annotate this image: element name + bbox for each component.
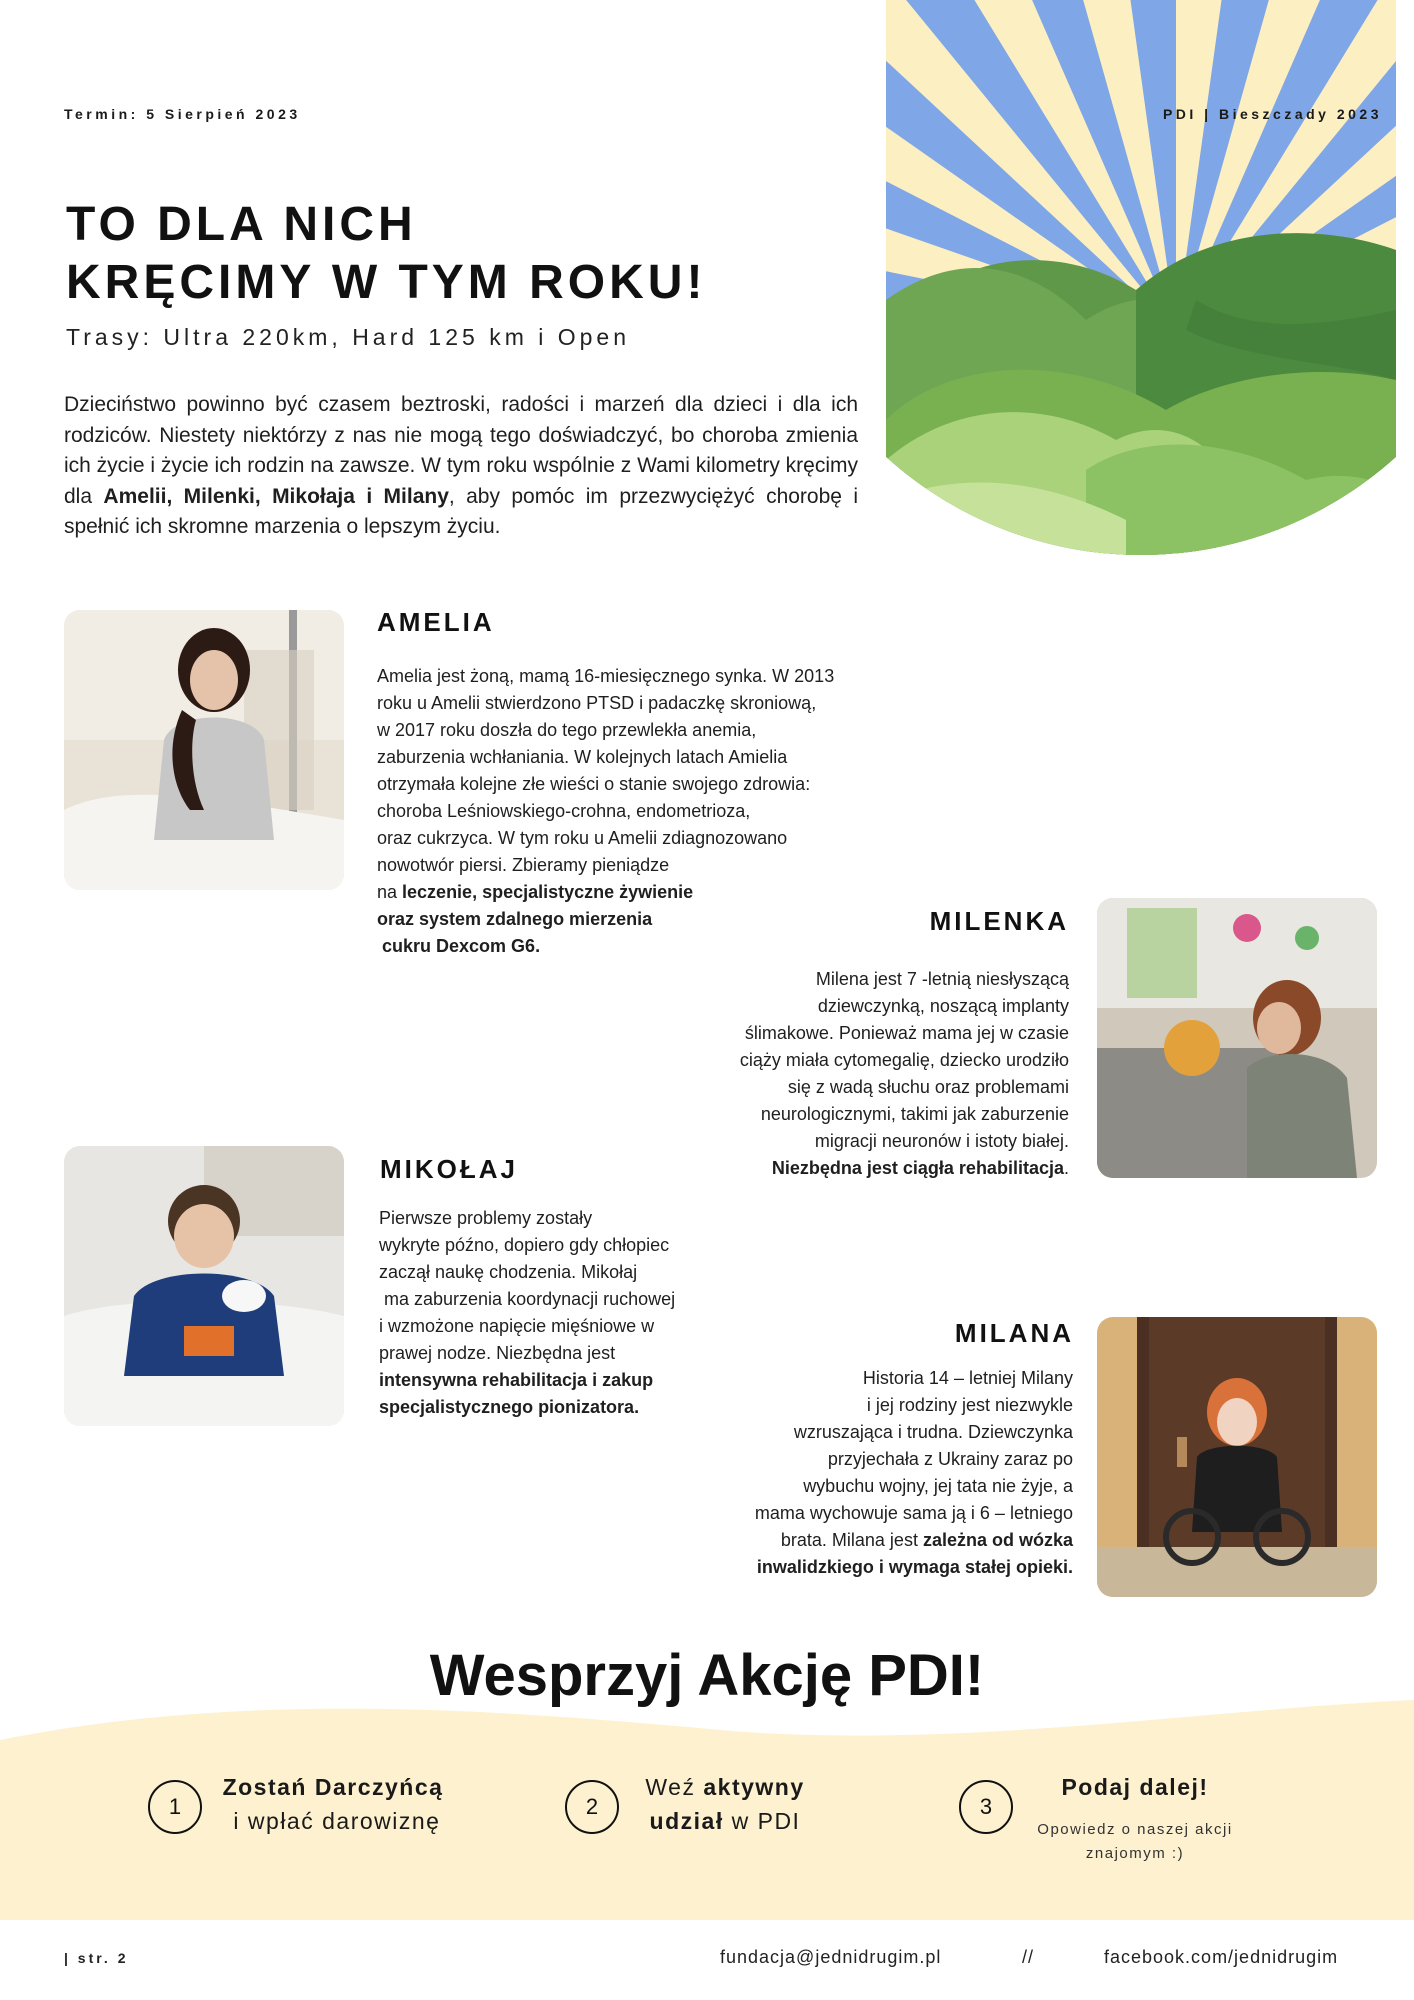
amelia-line: zaburzenia wchłaniania. W kolejnych latach Amielia <box>377 747 788 767</box>
milenka-line: Milena jest 7 -letnią niesłyszącą <box>815 969 1069 989</box>
amelia-line: choroba Leśniowskiego-crohna, endometrioza, <box>377 801 751 821</box>
step-1-title: Zostań Darczyńcą <box>222 1774 444 1800</box>
milana-line: wzruszająca i trudna. Dziewczynka <box>793 1422 1073 1442</box>
amelia-bold: cukru Dexcom G6. <box>377 936 541 956</box>
routes-subtitle: Trasy: Ultra 220km, Hard 125 km i Open <box>66 324 631 350</box>
milana-description <box>613 1365 1073 1581</box>
mikolaj-line: Pierwsze problemy zostały <box>379 1208 593 1228</box>
amelia-photo <box>64 610 344 890</box>
step-3-bold: Podaj dalej! <box>1061 1774 1209 1800</box>
step-3-number: 3 <box>959 1780 1013 1834</box>
step-3-sub-line: Opowiedz o naszej akcji <box>1037 1821 1233 1838</box>
milana-photo <box>1097 1317 1377 1597</box>
milenka-line <box>609 1155 1069 1182</box>
milana-line: mama wychowuje sama ją i 6 – letniego <box>754 1503 1073 1523</box>
milenka-bold: Niezbędna jest ciągła rehabilitacja <box>771 1158 1064 1178</box>
milana-line <box>613 1527 1073 1554</box>
step-1-subtitle: i wpłać darowiznę <box>225 1808 441 1834</box>
milenka-line: neurologicznymi, takimi jak zaburzenie <box>760 1104 1069 1124</box>
footer-email-link[interactable]: fundacja@jednidrugim.pl <box>720 1947 942 1967</box>
footer-separator: // <box>1022 1947 1035 1967</box>
title-line-2: KRĘCIMY W TYM ROKU! <box>66 256 707 309</box>
milenka-line: migracji neuronów i istoty białej. <box>814 1131 1069 1151</box>
amelia-line <box>377 933 847 960</box>
mikolaj-line: i wzmożone napięcie mięśniowe w <box>379 1316 655 1336</box>
step-3-title[interactable] <box>1015 1770 1255 1804</box>
step-2-text[interactable] <box>620 1770 830 1838</box>
milenka-name: MILENKA <box>929 906 1069 936</box>
step-2-pre: Weź <box>645 1774 704 1800</box>
milana-line: wybuchu wojny, jej tata nie żyje, a <box>803 1476 1073 1496</box>
step-2-bold2: udział <box>649 1808 724 1834</box>
amelia-bold: leczenie, specjalistyczne żywienie <box>402 882 694 902</box>
step-3-subtitle <box>1015 1818 1255 1866</box>
support-heading: Wesprzyj Akcję PDI! <box>429 1643 985 1708</box>
step-3-sub-line: znajomym :) <box>1085 1845 1185 1862</box>
step-2-bold: aktywny <box>703 1774 805 1800</box>
milana-line: Historia 14 – letniej Milany <box>862 1368 1073 1388</box>
amelia-line: roku u Amelii stwierdzono PTSD i padaczkę skroniową, <box>377 693 817 713</box>
page-title <box>66 196 706 312</box>
amelia-lead: na <box>377 882 403 902</box>
mikolaj-bold: intensywna rehabilitacja i zakup <box>379 1370 654 1390</box>
sun-hills-illustration <box>886 0 1396 560</box>
brand-label: PDI | Bieszczady 2023 <box>1162 106 1382 122</box>
milenka-line: ślimakowe. Ponieważ mama jej w czasie <box>744 1023 1069 1043</box>
amelia-description <box>377 663 847 960</box>
amelia-line: Amelia jest żoną, mamą 16-miesięcznego synka. W 2013 <box>377 666 835 686</box>
milana-bold: inwalidzkiego i wymaga stałej opieki. <box>756 1557 1073 1577</box>
intro-text-2: , aby pomóc im przezwyciężyć chorobę i spełnić ich skromne marzenia o lepszym życiu. <box>64 484 859 538</box>
amelia-line <box>377 906 847 933</box>
milana-bold: zależna od wózka <box>922 1530 1073 1550</box>
milenka-line: dziewczynką, noszącą implanty <box>817 996 1069 1016</box>
milenka-tail: . <box>1063 1158 1069 1178</box>
amelia-line <box>377 879 847 906</box>
step-1-text[interactable] <box>198 1770 468 1838</box>
milenka-line: się z wadą słuchu oraz problemami <box>787 1077 1069 1097</box>
step-2-post: w PDI <box>723 1808 801 1834</box>
amelia-line: nowotwór piersi. Zbieramy pieniądze <box>377 855 670 875</box>
mikolaj-line: prawej nodze. Niezbędna jest <box>379 1343 616 1363</box>
milenka-photo <box>1097 898 1377 1178</box>
milana-line: przyjechała z Ukrainy zaraz po <box>827 1449 1073 1469</box>
page-number: | str. 2 <box>64 1950 129 1966</box>
milana-name: MILANA <box>954 1318 1074 1348</box>
intro-children-names: Amelii, Milenki, Mikołaja i Milany <box>103 484 449 508</box>
step-1-number: 1 <box>148 1780 202 1834</box>
mikolaj-line: ma zaburzenia koordynacji ruchowej <box>379 1289 676 1309</box>
title-line-1: TO DLA NICH <box>66 198 417 251</box>
mikolaj-line: wykryte późno, dopiero gdy chłopiec <box>379 1235 670 1255</box>
milana-plain: brata. Milana jest <box>780 1530 923 1550</box>
amelia-bold: oraz system zdalnego mierzenia <box>377 909 653 929</box>
milana-line <box>613 1554 1073 1581</box>
footer-facebook-link[interactable]: facebook.com/jednidrugim <box>1104 1947 1339 1967</box>
mikolaj-line: zaczął naukę chodzenia. Mikołaj <box>379 1262 638 1282</box>
mikolaj-name: MIKOŁAJ <box>380 1154 518 1184</box>
amelia-line: oraz cukrzyca. W tym roku u Amelii zdiagnozowano <box>377 828 788 848</box>
amelia-line: w 2017 roku doszła do tego przewlekła anemia, <box>377 720 757 740</box>
intro-paragraph <box>64 390 858 543</box>
step-2-number: 2 <box>565 1780 619 1834</box>
mikolaj-photo <box>64 1146 344 1426</box>
event-date-label: Termin: 5 Sierpień 2023 <box>64 106 301 122</box>
amelia-name: AMELIA <box>377 607 495 637</box>
amelia-line: otrzymała kolejne złe wieści o stanie swojego zdrowia: <box>377 774 811 794</box>
milana-line: i jej rodziny jest niezwykle <box>866 1395 1073 1415</box>
intro-text-1: Dzieciństwo powinno być czasem beztroski, radości i marzeń dla dzieci i dla ich rodziców. Niestety niektórzy z nas nie mogą tego doświadczyć, bo choroba zmienia ich życie i życie ich rodzin na zawsze. W tym roku wspólnie z Wami kilometry kręcimy dla <box>64 393 858 508</box>
milenka-description <box>609 966 1069 1182</box>
mikolaj-bold: specjalistycznego pionizatora. <box>379 1397 640 1417</box>
milenka-line: ciąży miała cytomegalię, dziecko urodziło <box>739 1050 1069 1070</box>
